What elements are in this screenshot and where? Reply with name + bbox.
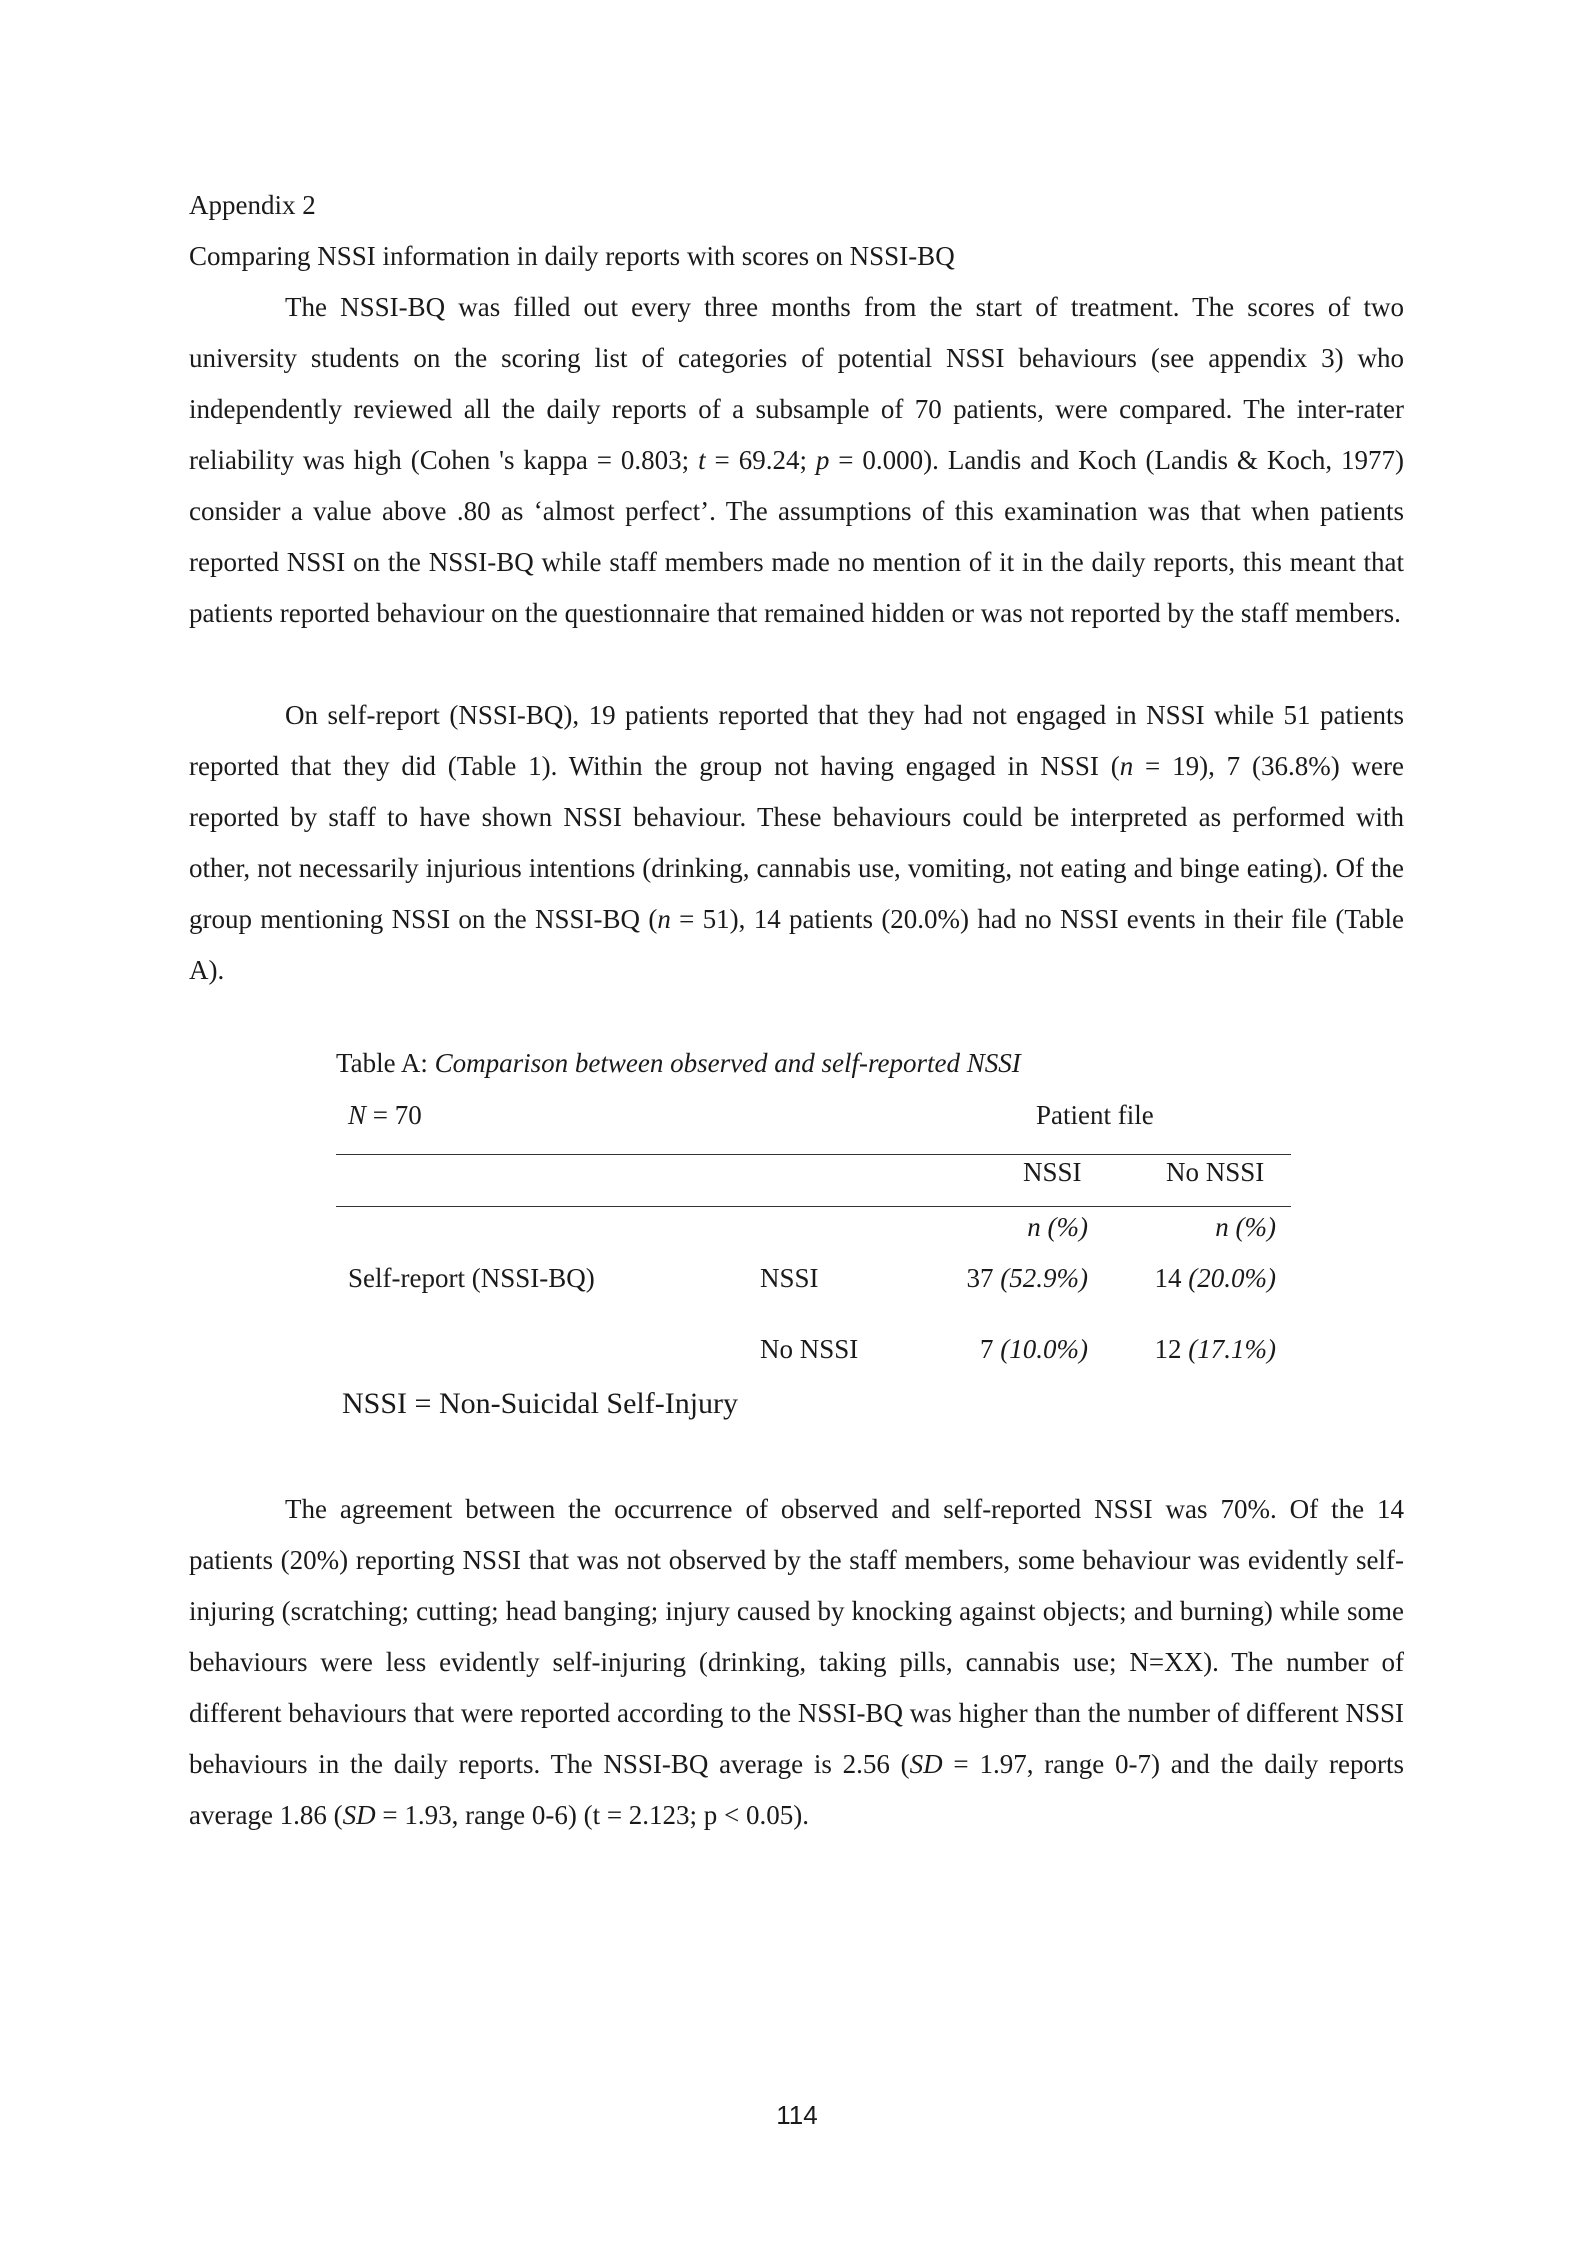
table-n-label: N = 70 (348, 1100, 422, 1130)
table-cell: 7 (10.0%) (980, 1334, 1088, 1364)
table-cell: 37 (52.9%) (966, 1263, 1088, 1293)
table-unit-1: n (%) (1027, 1212, 1088, 1242)
table-cell: 12 (17.1%) (1154, 1334, 1276, 1364)
comparison-table (336, 1100, 1291, 1430)
table-col-no-nssi: No NSSI (1166, 1157, 1265, 1187)
table-row-label: Self-report (NSSI-BQ) (348, 1263, 595, 1293)
appendix-subtitle: Comparing NSSI information in daily reports with scores on NSSI-BQ (189, 241, 955, 271)
table-col-nssi: NSSI (1023, 1157, 1082, 1187)
table-caption: Table A: Comparison between observed and self-reported NSSI (336, 1048, 1021, 1078)
table-unit-2: n (%) (1215, 1212, 1276, 1242)
appendix-title: Appendix 2 (189, 190, 316, 220)
table-row-no-nssi-label: No NSSI (760, 1334, 859, 1364)
table-cell: 14 (20.0%) (1154, 1263, 1276, 1293)
table-note: NSSI = Non-Suicidal Self-Injury (342, 1387, 739, 1420)
paragraph-2: On self-report (NSSI-BQ), 19 patients reported that they had not engaged in NSSI while 51 patients reported that they did (Table 1). Within the group not having engaged in NSSI (n = 19), 7 (36.8%) were reported by staff to have shown NSSI behaviour. These behaviours could be interpreted as performed with other, not necessarily injurious intentions (drinking, cannabis use, vomiting, not eating and binge eating). Of the group mentioning NSSI on the NSSI-BQ (n = 51), 14 patients (20.0%) had no NSSI events in their file (Table A). (189, 700, 1404, 985)
paragraph-3: The agreement between the occurrence of observed and self-reported NSSI was 70%. Of the 14 patients (20%) reporting NSSI that was not observed by the staff members, some behaviour was evidently self-injuring (scratching; cutting; head banging; injury caused by knocking against objects; and burning) while some behaviours were less evidently self-injuring (drinking, taking pills, cannabis use; N=XX). The number of different behaviours that were reported according to the NSSI-BQ was higher than the number of different NSSI behaviours in the daily reports. The NSSI-BQ average is 2.56 (SD = 1.97, range 0-7) and the daily reports average 1.86 (SD = 1.93, range 0-6) (t = 2.123; p < 0.05). (189, 1494, 1404, 1830)
table-top-rule (336, 1154, 1291, 1155)
table-group-header: Patient file (1036, 1100, 1154, 1130)
paragraph-1: The NSSI-BQ was filled out every three months from the start of treatment. The scores of two university students on the scoring list of categories of potential NSSI behaviours (see appendix 3) who independently reviewed all the daily reports of a subsample of 70 patients, were compared. The inter-rater reliability was high (Cohen 's kappa = 0.803; t = 69.24; p = 0.000). Landis and Koch (Landis & Koch, 1977) consider a value above .80 as ‘almost perfect’. The assumptions of this examination was that when patients reported NSSI on the NSSI-BQ while staff members made no mention of it in the daily reports, this meant that patients reported behaviour on the questionnaire that remained hidden or was not reported by the staff members. (189, 292, 1404, 628)
table-mid-rule (336, 1206, 1291, 1207)
table-row-nssi-label: NSSI (760, 1263, 819, 1293)
page-number: 114 (776, 2100, 818, 2130)
